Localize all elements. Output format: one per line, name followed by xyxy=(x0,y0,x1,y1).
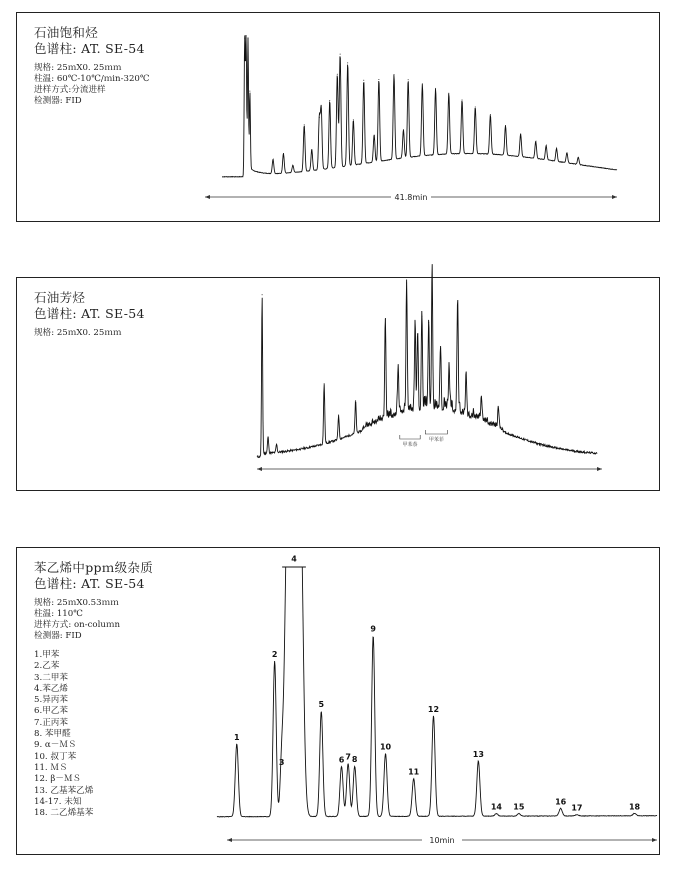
peak-mark xyxy=(244,38,245,39)
legend-item: 2.乙苯 xyxy=(34,661,60,672)
peak-mark xyxy=(321,108,322,109)
peak-mark xyxy=(462,99,463,100)
peak-label-12: 12 xyxy=(427,704,440,714)
peak-label-9: 9 xyxy=(370,624,376,634)
peak-mark xyxy=(535,141,536,142)
peak-mark xyxy=(578,157,579,158)
peak-mark xyxy=(393,74,394,75)
peak-mark xyxy=(505,125,506,126)
spec-temperature: 柱温: 110℃ xyxy=(34,609,83,619)
peak-label-1: 1 xyxy=(234,732,240,742)
peak-label-6: 6 xyxy=(338,755,345,765)
peak-label-10: 10 xyxy=(379,742,392,752)
peak-label-17: 17 xyxy=(571,803,583,813)
chromatogram-trace xyxy=(257,264,597,457)
panel-title: 石油芳烃 xyxy=(34,290,86,305)
peak-mark xyxy=(498,410,499,411)
peak-mark xyxy=(481,399,482,400)
peak-mark xyxy=(403,129,404,130)
chromatogram-2 xyxy=(17,278,661,492)
legend-item: 7.正丙苯 xyxy=(34,717,68,728)
peak-mark xyxy=(319,117,320,118)
spec-injection: 进样方式:分流进样 xyxy=(34,85,106,95)
peak-mark xyxy=(329,100,330,101)
spec-detector: 检测器: FID xyxy=(34,631,82,641)
peak-mark xyxy=(247,37,248,38)
legend-item: 10. 叔丁苯 xyxy=(34,751,77,762)
peak-mark xyxy=(363,80,364,81)
spec-injection: 进样方式: on-coluｍn xyxy=(34,620,121,630)
peak-label-14: 14 xyxy=(490,802,502,812)
peak-mark xyxy=(273,159,274,160)
peak-mark xyxy=(449,374,450,375)
peak-label-18: 18 xyxy=(628,802,641,812)
peak-mark xyxy=(268,436,269,437)
peak-mark xyxy=(304,124,305,125)
peak-mark xyxy=(408,79,409,80)
peak-mark xyxy=(353,119,354,120)
legend-item: 9. α－ＭＳ xyxy=(34,740,77,751)
peak-mark xyxy=(417,334,418,335)
arrow-head-right xyxy=(612,195,617,199)
peak-mark xyxy=(340,54,341,55)
legend-item: 5.异丙苯 xyxy=(34,695,68,706)
legend-item: 11. ＭＳ xyxy=(34,762,68,773)
peak-label-4: 4 xyxy=(291,554,297,564)
column-label: 色谱柱: AT. SE-54 xyxy=(34,306,145,321)
arrow-head-left xyxy=(257,467,262,471)
annotation-naphthalene: 甲苯萘 xyxy=(402,442,418,448)
legend-item: 12. β－ＭＳ xyxy=(34,774,82,785)
peak-mark xyxy=(475,107,476,108)
peak-mark xyxy=(490,114,491,115)
aromatic-hydrocarbon-panel xyxy=(16,277,660,491)
duration-label: 10min xyxy=(429,836,455,845)
spec-temperature: 柱温: 60℃-10℃/ｍin-320℃ xyxy=(34,74,150,84)
panel-title: 苯乙烯中ppｍ级杂质 xyxy=(34,560,154,575)
peak-mark xyxy=(311,149,312,150)
saturated-hydrocarbon-panel xyxy=(16,12,660,222)
peak-mark xyxy=(385,319,386,320)
legend-item: 18. 二乙烯基苯 xyxy=(34,808,94,819)
peak-mark xyxy=(249,91,250,92)
legend-item: 4.苯乙烯 xyxy=(34,683,68,694)
peak-label-16: 16 xyxy=(555,797,567,807)
arrow-head-right xyxy=(597,467,602,471)
legend-item: 1.甲苯 xyxy=(34,650,60,660)
peak-mark xyxy=(440,348,441,349)
duration-label: 41.8min xyxy=(394,193,428,202)
peak-label-8: 8 xyxy=(351,755,358,765)
peak-mark xyxy=(428,322,429,323)
peak-mark xyxy=(457,306,458,307)
legend-item: 3.二甲苯 xyxy=(34,672,68,683)
arrow-head-right xyxy=(652,838,657,842)
spec-size: 规格: 25ｍX0. 25ｍｍ xyxy=(34,328,122,338)
peak-mark xyxy=(262,294,263,295)
peak-mark xyxy=(421,316,422,317)
peak-label-13: 13 xyxy=(472,749,484,759)
panel-title: 石油饱和烃 xyxy=(34,25,99,40)
legend-item: 14-17. 未知 xyxy=(34,796,82,807)
peak-mark xyxy=(422,83,423,84)
legend-item: 6.甲乙苯 xyxy=(34,706,68,717)
legend-item: 8. 苯甲醛 xyxy=(34,729,71,740)
peak-mark xyxy=(432,278,433,279)
peak-mark xyxy=(406,282,407,283)
chromatogram-trace xyxy=(222,35,617,177)
peak-mark xyxy=(378,79,379,80)
styrene-impurity-panel xyxy=(16,547,660,855)
peak-label-11: 11 xyxy=(408,767,420,777)
bracket-naphthalene xyxy=(400,435,420,439)
legend-item: 13. 乙基苯乙烯 xyxy=(34,785,94,796)
chromatogram-3 xyxy=(17,548,661,856)
peak-mark xyxy=(283,153,284,154)
peak-label-7: 7 xyxy=(345,752,351,762)
bracket-phenanthrene xyxy=(425,430,447,434)
peak-mark xyxy=(355,400,356,401)
peak-mark xyxy=(276,444,277,445)
column-label: 色谱柱: AT. SE-54 xyxy=(34,41,145,56)
peak-mark xyxy=(374,135,375,136)
annotation-phenanthrene: 甲苯菲 xyxy=(428,437,444,443)
peak-label-5: 5 xyxy=(318,700,325,710)
peak-label-3: 3 xyxy=(278,757,285,767)
peak-mark xyxy=(324,383,325,384)
peak-mark xyxy=(415,321,416,322)
column-label: 色谱柱: AT. SE-54 xyxy=(34,576,145,591)
arrow-head-left xyxy=(205,195,210,199)
arrow-head-left xyxy=(227,838,232,842)
peak-mark xyxy=(338,414,339,415)
peak-mark xyxy=(398,372,399,373)
peak-mark xyxy=(466,373,467,374)
peak-mark xyxy=(292,165,293,166)
peak-label-15: 15 xyxy=(513,802,525,812)
peak-mark xyxy=(520,134,521,135)
peak-mark xyxy=(566,152,567,153)
peak-mark xyxy=(556,148,557,149)
spec-detector: 检测器: FID xyxy=(34,96,82,106)
peak-mark xyxy=(546,145,547,146)
peak-mark xyxy=(347,62,348,63)
spec-size: 规格: 25ｍX0. 25ｍｍ xyxy=(34,63,122,73)
peak-label-2: 2 xyxy=(271,649,278,659)
peak-mark xyxy=(448,93,449,94)
chromatogram-1 xyxy=(17,13,661,223)
spec-size: 规格: 25ｍX0.53ｍｍ xyxy=(34,598,119,608)
peak-mark xyxy=(246,38,247,39)
peak-mark xyxy=(435,88,436,89)
peak-mark xyxy=(337,74,338,75)
